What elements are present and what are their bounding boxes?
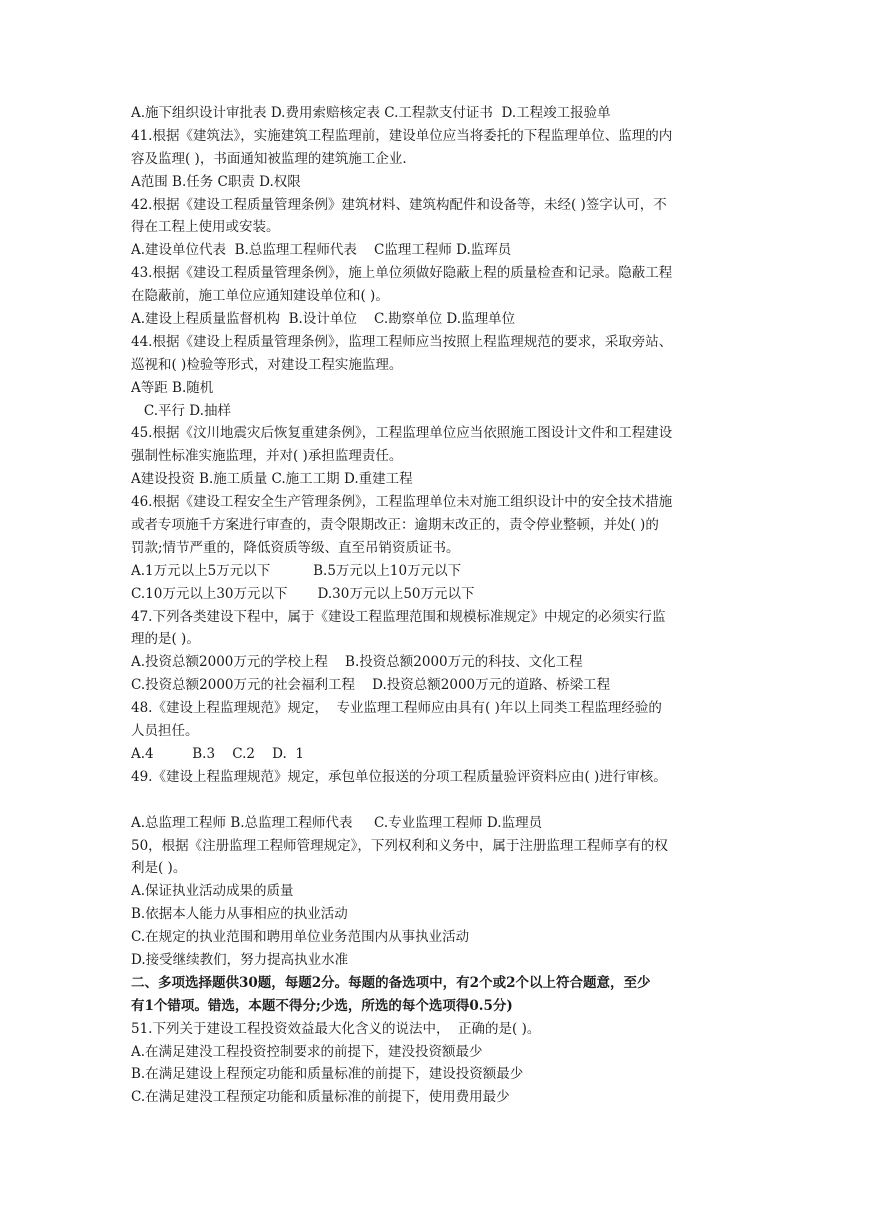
option-line: A.总监理工程师 B.总监理工程师代表 C.专业监理工程师 D.监理员 (131, 814, 543, 831)
question-48-line: 人员担任。 (131, 723, 199, 740)
question-45-line: 45.根据《汶川地震灾后恢复重建条例》，工程监理单位应当依照施工图设计文件和工程建设 (131, 425, 673, 442)
question-50-line: 50，根据《注册监理工程师管理规定》，下列权利和义务中，属于注册监理工程师享有的权 (131, 837, 668, 854)
question-47-line: 47.下列各类建设下程中，属于《建设工程监理范围和规模标准规定》中规定的必须实行监 (131, 608, 666, 625)
option-line: A.投资总额2000万元的学校上程 B.投资总额2000万元的科技、文化工程 (131, 654, 583, 671)
question-46-line: 或者专项施千方案进行审查的，责令限期改正：逾期末改正的，责令停业整顿，并处( )的 (131, 517, 659, 534)
question-48-line: 48.《建设上程监理规范》规定， 专业监理工程师应由具有( )年以上同类工程监理经验的 (131, 700, 662, 717)
option-line: A.1万元以上5万元以下 B.5万元以上10万元以下 (131, 562, 462, 579)
option-line: D.接受继续教们，努力提高执业水准 (131, 951, 349, 968)
question-46-line: 46.根据《建设工程安全生产管理条例》，工程监理单位未对施工组织设计中的安全技术措施 (131, 494, 673, 511)
option-line: C.投资总额2000万元的社会福利工程 D.投资总额2000万元的道路、桥梁工程 (131, 677, 611, 694)
question-47-line: 理的是( )。 (131, 631, 200, 648)
question-46-line: 罚款;情节严重的，降低资质等级、直至吊销资质证书。 (131, 539, 460, 556)
option-line: C.在满足建没工程预定功能和质量标准的前提下，使用费用最少 (131, 1089, 510, 1106)
option-line: A.保证执业活动成果的质量 (131, 883, 294, 900)
question-41-line: 容及监理( )，书面通知被监理的建筑施工企业. (131, 150, 407, 167)
question-41-line: 41.根据《建筑法》，实施建筑工程监理前，建设单位应当将委托的下程监理单位、监理的内 (131, 127, 673, 144)
question-43-line: 在隐蔽前，施工单位应通知建设单位和( )。 (131, 288, 389, 305)
question-51-line: 51.下列关于建设工程投资效益最大化含义的说法中， 正确的是( )。 (131, 1020, 541, 1037)
blank-line (131, 789, 741, 812)
option-line: B.依据本人能力从事相应的执业活动 (131, 906, 348, 923)
question-44-line: 44.根据《建设上程质量管理条例》，监理工程师应当按照上程监理规范的要求，采取旁站、 (131, 333, 673, 350)
option-line: A建设投资 B.施工质量 C.施工工期 D.重建工程 (131, 471, 413, 488)
option-line: C.在规定的执业范围和聘用单位业务范围内从事执业活动 (131, 929, 470, 946)
question-49-line: 49.《建设上程监理规范》规定，承包单位报送的分项工程质量验评资料应由( )进行审核。 (131, 768, 667, 785)
question-42-line: 42.根据《建设工程质量管理条例》建筑材料、建筑构配件和设备等，未经( )签字认可，不 (131, 196, 667, 213)
question-42-line: 得在工程上使用或安装。 (131, 219, 280, 236)
question-44-line: 巡视和( )检验等形式，对建设工程实施监理。 (131, 356, 403, 373)
option-line: A.施下组织设计审批表 D.费用索赔核定表 C.工程款支付证书 D.工程竣工报验单 (131, 105, 611, 121)
option-line: A.建设上程质量监督机构 B.设计单位 C.勘察单位 D.监理单位 (131, 311, 516, 328)
option-line: A范围 B.任务 C职责 D.权限 (131, 173, 301, 190)
option-line: A.建设单位代表 B.总监理工程师代表 C监理工程师 D.监珲员 (131, 242, 512, 259)
option-line: B.在满足建设上程预定功能和质量标准的前提下，建设投资额最少 (131, 1066, 524, 1083)
section-heading: 有1个错项。错选，本题不得分;少选，所选的每个选项得0.5分) (131, 997, 513, 1014)
option-line: C.平行 D.抽样 (131, 402, 231, 419)
question-43-line: 43.根据《建设工程质量管理条例》，施上单位须做好隐蔽上程的质量检查和记录。隐蔽工程 (131, 265, 673, 282)
option-line: C.10万元以上30万元以下 D.30万元以上50万元以下 (131, 585, 475, 602)
question-50-line: 利是( )。 (131, 860, 187, 877)
option-line: A等距 B.随机 (131, 379, 214, 396)
option-line: A.4 B.3 C.2 D. 1 (131, 745, 304, 762)
question-45-line: 强制性标准实施监理，并对( )承担监理责任。 (131, 448, 403, 465)
option-line: A.在满足建没工程投资控制要求的前提下，建没投资额最少 (131, 1043, 483, 1060)
section-heading: 二、多项选择题供30题，每题2分。每题的备选项中，有2个或2个以上符合题意，至少 (131, 974, 651, 991)
document-body (131, 102, 741, 1109)
